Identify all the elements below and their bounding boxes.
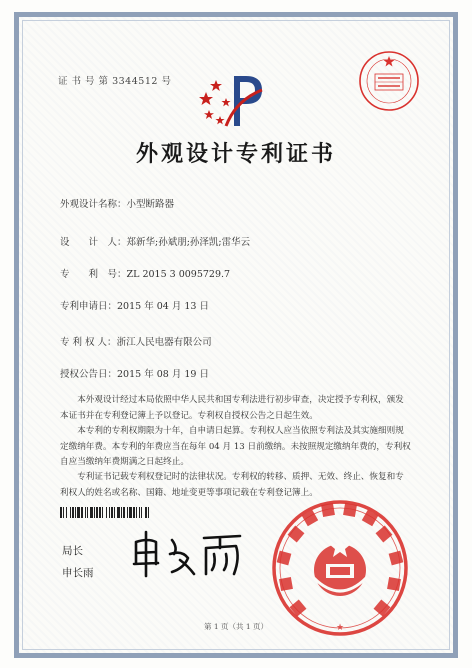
field-label: 设 计 人：	[60, 237, 127, 248]
field-value: 小型断路器	[126, 199, 175, 210]
field-value: 浙江人民电器有限公司	[116, 337, 212, 348]
barcode	[60, 507, 182, 518]
barcode-bar	[90, 507, 93, 518]
barcode-bar	[139, 507, 140, 518]
barcode-bar	[66, 507, 67, 518]
field-label: 授权公告日：	[60, 369, 118, 380]
field-label: 专 利 号：	[60, 269, 127, 280]
barcode-bar	[106, 507, 107, 518]
barcode-bar	[102, 507, 103, 518]
barcode-bar	[81, 507, 83, 518]
field-value: 2015 年 04 月 13 日	[117, 301, 209, 312]
barcode-bar	[114, 507, 115, 518]
barcode-bar	[60, 507, 62, 518]
barcode-bar	[111, 507, 113, 518]
barcode-bar	[136, 507, 137, 518]
certificate-number-label: 证 书 号 第	[58, 76, 109, 87]
barcode-bar	[96, 507, 98, 518]
body-paragraph-1: 本外观设计经过本局依照中华人民共和国专利法进行初步审查，决定授予专利权，颁发本证书并在专利登记簿上予以登记。专利权自授权公告之日起生效。	[60, 395, 404, 421]
field-design-name	[60, 196, 174, 210]
barcode-bar	[148, 507, 149, 518]
certificate-number	[58, 73, 171, 87]
barcode-bar	[141, 507, 142, 518]
barcode-bar	[99, 507, 101, 518]
barcode-bar	[75, 507, 76, 518]
barcode-bar	[94, 507, 95, 518]
barcode-bar	[109, 507, 110, 518]
barcode-bar	[70, 507, 71, 518]
certificate-number-value: 3344512	[112, 76, 158, 87]
barcode-bar	[123, 507, 125, 518]
barcode-bar	[87, 507, 88, 518]
field-designers	[60, 234, 250, 248]
barcode-bar	[129, 507, 132, 518]
field-patentee	[60, 334, 212, 348]
field-label: 专利申请日：	[60, 301, 118, 312]
field-label: 外观设计名称：	[60, 199, 127, 210]
field-patent-number	[60, 266, 230, 280]
official-seal	[270, 498, 410, 638]
barcode-bar	[77, 507, 80, 518]
body-paragraph-2: 本专利的专利权期限为十年，自申请日起算。专利权人应当依照专利法及其实施细则规定缴纳年费。本专利的年费应当在每年 04 月 13 日前缴纳。未按照规定缴纳年费的，专利权自应当缴纳年费期满之日起终止。	[60, 426, 411, 467]
barcode-bar	[127, 507, 128, 518]
barcode-bar	[72, 507, 74, 518]
field-value: ZL 2015 3 0095729.7	[126, 269, 231, 280]
field-value: 郑新华;孙斌朋;孙泽凯;雷华云	[126, 237, 251, 248]
barcode-bar	[63, 507, 64, 518]
agency-stamp	[358, 50, 420, 112]
field-application-date	[60, 298, 209, 312]
field-label: 专 利 权 人：	[60, 337, 117, 348]
patent-office-logo	[196, 70, 272, 130]
director-signature	[128, 528, 248, 580]
certificate-number-suffix: 号	[161, 76, 172, 87]
certificate-title: 外观设计专利证书	[135, 141, 336, 167]
director-title: 局长	[62, 545, 83, 557]
barcode-bar	[121, 507, 122, 518]
barcode-bar	[133, 507, 135, 518]
page-footer: 第 1 页（共 1 页）	[203, 622, 269, 631]
field-grant-date	[60, 366, 209, 380]
body-paragraph-3: 专利证书记载专利权登记时的法律状况。专利权的转移、质押、无效、终止、恢复和专利权人的姓名或名称、国籍、地址变更等事项记载在专利登记簿上。	[60, 472, 404, 498]
barcode-bar	[145, 507, 147, 518]
field-value: 2015 年 08 月 19 日	[117, 369, 209, 380]
director-name: 申长雨	[62, 567, 94, 579]
svg-text:★: ★	[335, 623, 345, 633]
barcode-bar	[117, 507, 120, 518]
barcode-bar	[85, 507, 86, 518]
